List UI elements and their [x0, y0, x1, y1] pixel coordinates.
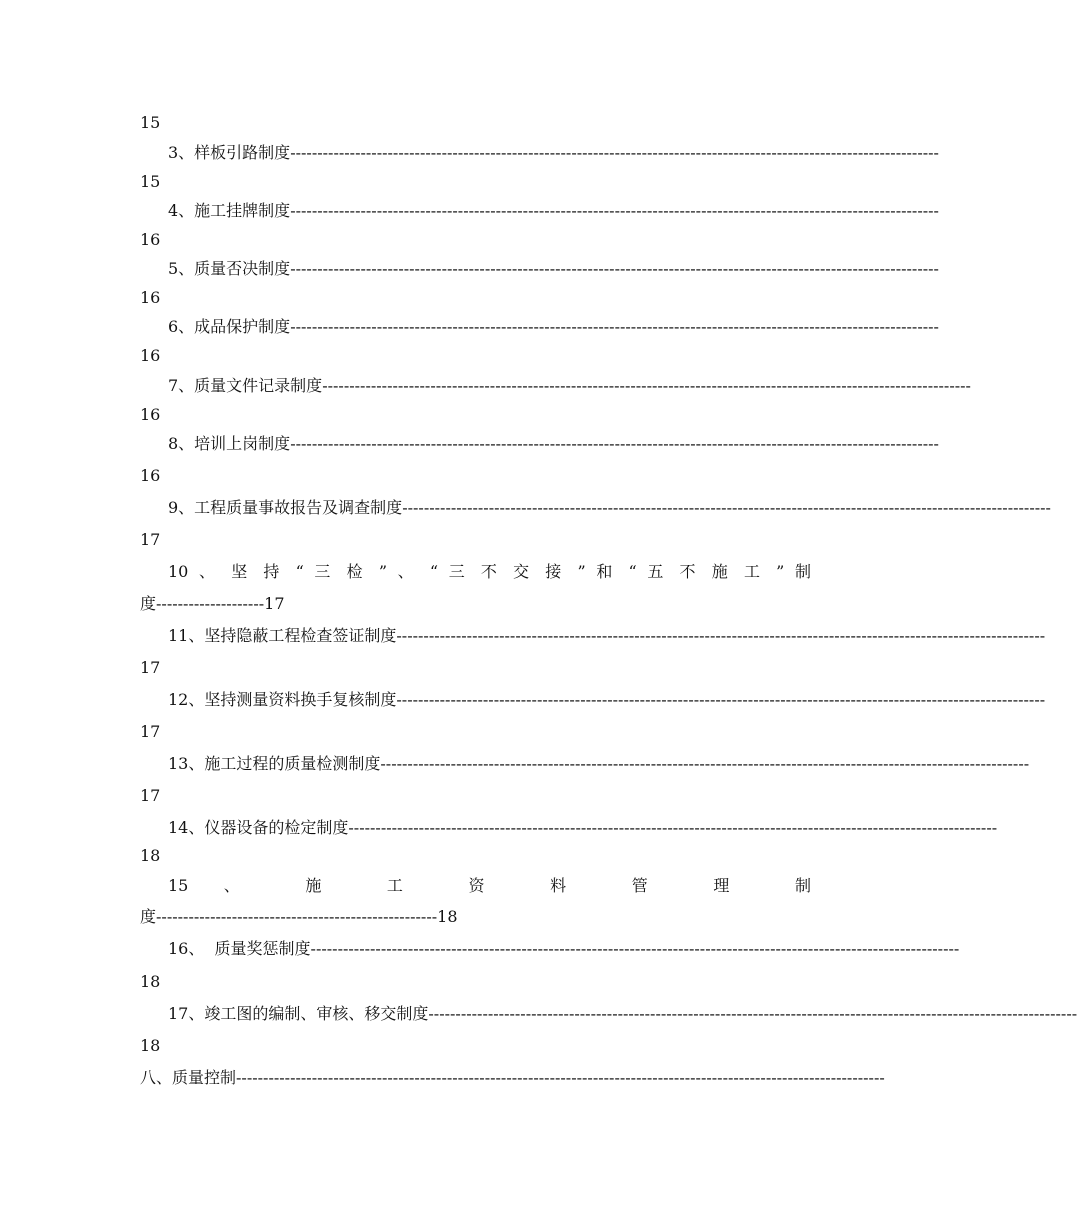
toc-entry-title: 6、成品保护制度: [168, 317, 291, 336]
toc-leader: ------------------------------------------------------------------------------------------------------------------------: [402, 498, 1051, 517]
toc-page-number: 16: [140, 230, 161, 249]
toc-entry-title: 5、质量否决制度: [168, 259, 291, 278]
toc-page-number: 17: [140, 786, 161, 805]
toc-entry-title-line2: 度: [140, 907, 157, 926]
toc-entry[interactable]: [168, 1004, 1077, 1024]
toc-entry[interactable]: [140, 907, 620, 927]
toc-entry-title: 8、培训上岗制度: [168, 434, 291, 453]
toc-page-number: 18: [437, 907, 458, 926]
toc-section-title: 八、质量控制: [140, 1068, 237, 1087]
toc-entry[interactable]: [168, 498, 1051, 518]
toc-entry[interactable]: [168, 818, 998, 838]
toc-entry[interactable]: [168, 376, 971, 396]
toc-leader: ------------------------------------------------------------------------------------------------------------------------: [322, 376, 971, 395]
toc-leader: ------------------------------------------------------------------------------------------------------------------------: [428, 1004, 1077, 1023]
toc-entry[interactable]: [168, 754, 1030, 774]
toc-entry-title: 3、样板引路制度: [168, 143, 291, 162]
toc-entry[interactable]: [168, 143, 939, 163]
toc-entry[interactable]: [168, 626, 1046, 646]
toc-page-number: 16: [140, 466, 161, 485]
toc-entry[interactable]: [168, 259, 939, 279]
toc-leader: ------------------------------------------------------------------------------------------------------------------------: [290, 317, 939, 336]
toc-entry-title: 4、施工挂牌制度: [168, 201, 291, 220]
toc-page-number: 16: [140, 288, 161, 307]
toc-section[interactable]: [140, 1068, 885, 1088]
toc-entry[interactable]: [140, 594, 380, 614]
toc-leader: ------------------------------------------------------------------------------------------------------------------------: [396, 626, 1046, 645]
toc-entry-title: 14、仪器设备的检定制度: [168, 818, 349, 837]
toc-leader: ------------------------------------------------------------------------------------------------------------------------: [310, 939, 960, 958]
toc-leader: ------------------------------------------------------------------------------------------------------------------------: [348, 818, 998, 837]
toc-entry[interactable]: [168, 690, 1046, 710]
toc-entry-title: 9、工程质量事故报告及调查制度: [168, 498, 403, 517]
toc-page-number: 16: [140, 346, 161, 365]
toc-leader: ------------------------------------------------------------------------------------------------------------------------: [290, 201, 939, 220]
toc-page-number: 17: [264, 594, 285, 613]
toc-entry-title: 17、竣工图的编制、审核、移交制度: [168, 1004, 429, 1023]
toc-leader: ------------------------------------------------------------------------------------------------------------------------: [290, 434, 939, 453]
toc-entry-title: 12、坚持测量资料换手复核制度: [168, 690, 397, 709]
toc-leader: ------------------------------------------------------------------------------------------------------------------------: [236, 1068, 885, 1087]
toc-entry-title: 7、质量文件记录制度: [168, 376, 323, 395]
toc-page-number: 17: [140, 722, 161, 741]
toc-entry-title-line2: 度: [140, 594, 157, 613]
toc-page-number: 17: [140, 530, 161, 549]
toc-entry[interactable]: [168, 201, 939, 221]
toc-leader: ------------------------------------------------------------------------------------------------------------------------: [396, 690, 1046, 709]
toc-entry[interactable]: [168, 317, 939, 337]
toc-page-number: 18: [140, 846, 161, 865]
toc-page-number: 18: [140, 1036, 161, 1055]
toc-entry-title-line1[interactable]: 15 、 施 工 资 料 管 理 制: [168, 876, 811, 895]
toc-leader: ----------------------------------------------------: [156, 907, 438, 926]
toc-leader: ------------------------------------------------------------------------------------------------------------------------: [290, 143, 939, 162]
toc-entry[interactable]: [168, 939, 960, 959]
toc-page-number: 15: [140, 113, 161, 132]
toc-entry-title: 16、 质量奖惩制度: [168, 939, 311, 958]
toc-entry[interactable]: [168, 434, 939, 454]
toc-entry-title: 13、施工过程的质量检测制度: [168, 754, 381, 773]
toc-leader: --------------------: [156, 594, 265, 613]
toc-page-number: 17: [140, 658, 161, 677]
toc-leader: ------------------------------------------------------------------------------------------------------------------------: [290, 259, 939, 278]
toc-page-number: 16: [140, 405, 161, 424]
toc-page-number: 18: [140, 972, 161, 991]
toc-leader: ------------------------------------------------------------------------------------------------------------------------: [380, 754, 1030, 773]
toc-entry-title-line1[interactable]: 10 、 坚 持 “ 三 检 ” 、 “ 三 不 交 接 ” 和 “ 五 不 施 工 ” 制: [168, 562, 811, 581]
toc-page-number: 15: [140, 172, 161, 191]
toc-entry-title: 11、坚持隐蔽工程检查签证制度: [168, 626, 397, 645]
